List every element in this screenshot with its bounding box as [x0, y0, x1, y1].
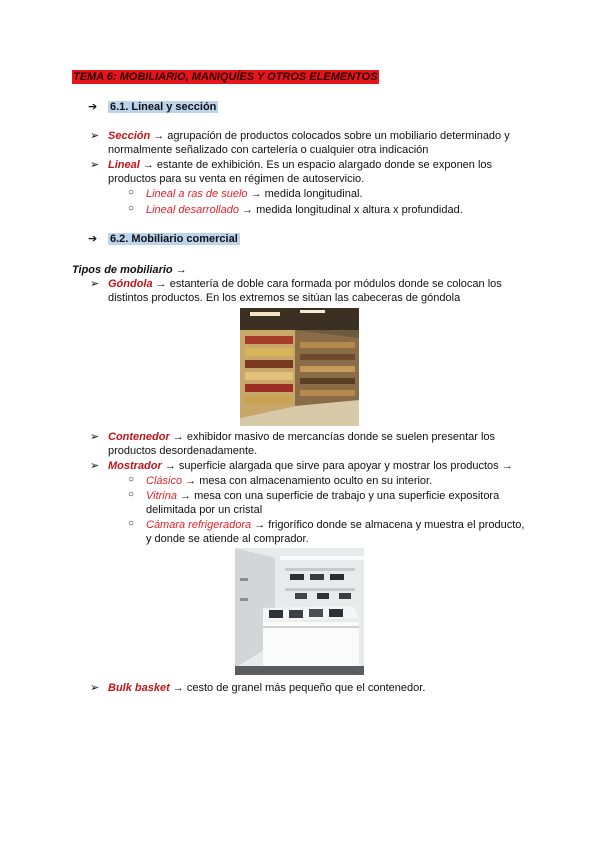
list-item-text: [108, 158, 492, 172]
arrow-text: →: [172, 264, 187, 276]
term-label: Bulk basket: [108, 682, 170, 694]
bullet-arrow-icon: ➢: [90, 460, 100, 472]
list-item-bulk-basket: [108, 681, 425, 695]
list-item-text-cont: productos para su venta en régimen de autoservicio.: [108, 173, 365, 185]
sub-item-clasico: [146, 474, 432, 488]
definition-text: → frigorífico donde se almacena y muestra el producto,: [251, 519, 525, 531]
definition-text: → mesa con almacenamiento oculto en su interior.: [182, 475, 433, 487]
section-heading-label: 6.1. Lineal y sección: [110, 101, 217, 113]
page-title: TEMA 6: MOBILIARIO, MANIQUÍES Y OTROS ELEMENTOS: [73, 71, 378, 83]
definition-text: → estante de exhibición. Es un espacio alargado donde se exponen los: [139, 159, 493, 171]
section-heading-6-2: [88, 232, 240, 247]
arrow-icon: ➔: [88, 233, 98, 245]
sub-item-desarrollado: [146, 203, 463, 217]
definition-text: → mesa con una superficie de trabajo y una superficie expositora: [176, 490, 500, 502]
term-label: Lineal desarrollado: [146, 204, 239, 216]
list-item-text-cont: normalmente señalizado con cartelería o cualquier otra indicación: [108, 144, 429, 156]
sub-item-ras-de-suelo: [146, 187, 362, 201]
sub-item-text-cont: y donde se atiende al comprador.: [146, 533, 309, 545]
sub-item-text-cont: delimitada por un cristal: [146, 504, 263, 516]
definition-text: → medida longitudinal x altura x profundidad.: [238, 204, 463, 216]
list-item-text-cont: distintos productos. En los extremos se sitúan las cabeceras de góndola: [108, 292, 461, 304]
sub-bullet-icon: ○: [128, 187, 135, 198]
sub-bullet-icon: ○: [128, 518, 135, 529]
term-label: Vitrina: [146, 490, 177, 502]
bullet-arrow-icon: ➢: [90, 278, 100, 290]
mostrador-photo: [235, 548, 364, 675]
gondola-photo: [240, 308, 359, 426]
definition-text: → superficie alargada que sirve para apoyar y mostrar los productos →: [161, 460, 513, 472]
list-item-gondola: [108, 277, 502, 291]
term-label: Lineal a ras de suelo: [146, 188, 248, 200]
definition-text: → cesto de granel más pequeño que el contenedor.: [169, 682, 426, 694]
section-heading-label: 6.2. Mobiliario comercial: [110, 233, 238, 245]
section-heading-6-1: [88, 100, 218, 115]
sub-item-camara: [146, 518, 524, 532]
bullet-arrow-icon: ➢: [90, 682, 100, 694]
sub-bullet-icon: ○: [128, 489, 135, 500]
bullet-arrow-icon: ➢: [90, 159, 100, 171]
bullet-arrow-icon: ➢: [90, 431, 100, 443]
term-label: Cámara refrigeradora: [146, 519, 252, 531]
mostrador-illustration: [235, 548, 364, 675]
term-label: Contenedor: [108, 431, 170, 443]
definition-text: → exhibidor masivo de mercancías donde se suelen presentar los: [169, 431, 496, 443]
sub-item-vitrina: [146, 489, 499, 503]
sub-bullet-icon: ○: [128, 203, 135, 214]
list-item-text-cont: productos desordenadamente.: [108, 445, 258, 457]
list-item-text: [108, 129, 510, 143]
bullet-arrow-icon: ➢: [90, 130, 100, 142]
subheading-label: Tipos de mobiliario: [72, 264, 173, 276]
list-item-contenedor: [108, 430, 495, 444]
arrow-icon: ➔: [88, 101, 98, 113]
term-label: Mostrador: [108, 460, 162, 472]
definition-text: → estantería de doble cara formada por módulos donde se colocan los: [152, 278, 502, 290]
subheading-tipos: [72, 263, 187, 277]
term-label: Sección: [108, 130, 151, 142]
term-label: Lineal: [108, 159, 140, 171]
gondola-illustration: [240, 308, 359, 426]
sub-bullet-icon: ○: [128, 474, 135, 485]
definition-text: → agrupación de productos colocados sobre un mobiliario determinado y: [150, 130, 510, 142]
definition-text: → medida longitudinal.: [247, 188, 363, 200]
term-label: Clásico: [146, 475, 183, 487]
term-label: Góndola: [108, 278, 153, 290]
list-item-mostrador: [108, 459, 513, 473]
